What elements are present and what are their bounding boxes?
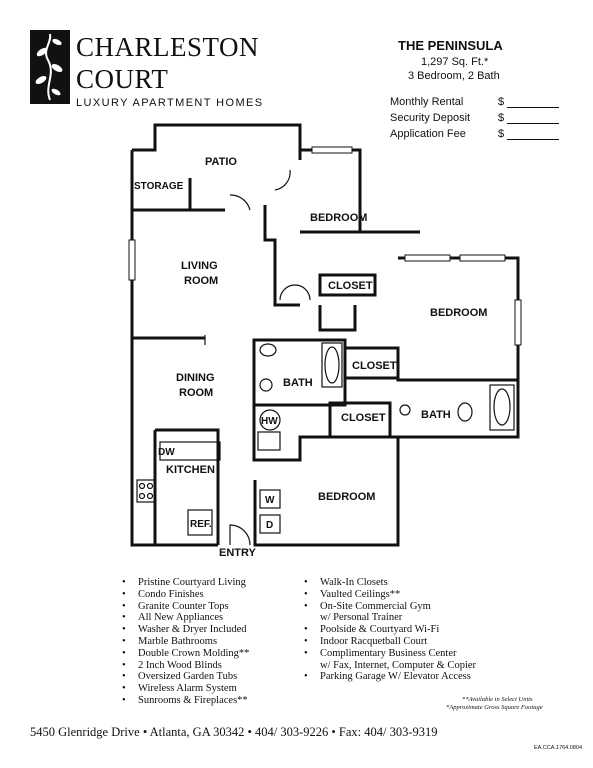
bullet-icon: • [122,612,126,624]
plan-name: THE PENINSULA [398,38,503,53]
bullet-icon: • [304,577,308,588]
room-label-patio: PATIO [205,156,237,168]
feature-text: On-Site Commercial Gym [320,600,431,612]
fee-label: Application Fee [390,128,466,140]
feature-item [304,647,476,660]
room-label-dining-room: ROOM [179,387,214,399]
brand-line2: COURT [76,64,169,94]
bullet-icon: • [122,683,126,695]
floor-plan-walls [132,125,518,545]
feature-text: Pristine Courtyard Living [138,577,246,588]
stove-icon [137,480,155,502]
bullet-icon: • [304,647,308,659]
feature-text: Double Crown Molding** [138,647,250,659]
room-label-living: LIVING [181,260,218,272]
entry-door-swing [230,525,250,545]
room-label-closet: CLOSET [352,360,397,372]
bullet-icon: • [122,671,126,683]
feature-item [304,577,476,589]
feature-text: 2 Inch Wood Blinds [138,659,222,671]
bullet-icon: • [122,647,126,659]
room-label-bath: BATH [421,409,451,421]
bullet-icon: • [304,671,308,683]
features-list-right [304,577,477,683]
brand-line1: CHARLESTON [76,32,260,62]
label-refrigerator: REF. [190,519,212,530]
room-label-bedroom: BEDROOM [430,307,488,319]
feature-item [122,588,249,601]
fee-currency: $ [498,112,505,124]
room-label-kitchen: KITCHEN [166,464,215,476]
room-label-bedroom: BEDROOM [310,212,368,224]
address-line: 5450 Glenridge Drive • Atlanta, GA 30342 • 404/ 303-9226 • Fax: 404/ 303-9319 [30,725,438,739]
feature-text: All New Appliances [138,612,224,624]
sink-icon [260,379,272,391]
fee-label: Monthly Rental [390,96,464,108]
double-door-swing [280,285,310,300]
feature-item [304,635,476,648]
feature-text: Wireless Alarm System [138,683,237,695]
room-label-storage: STORAGE [134,181,184,192]
bullet-icon: • [122,624,126,636]
label-entry: ENTRY [219,547,256,559]
hvac-icon [258,432,280,450]
door-swing [230,195,250,210]
features-list-left [122,577,250,707]
feature-text: w/ Fax, Internet, Computer & Copier [320,659,477,671]
floor-plan-fixtures [137,170,514,545]
feature-text: Complimentary Business Center [320,647,457,659]
document-code: EA.CCA.1764.0804 [534,745,583,751]
bullet-icon: • [304,588,308,600]
bathtub-basin-icon [494,389,510,425]
fee-label: Security Deposit [390,112,471,124]
bullet-icon: • [304,635,308,647]
feature-item [320,612,476,624]
bullet-icon: • [122,577,126,588]
feature-text: Indoor Racquetball Court [320,635,428,647]
feature-text: Parking Garage W/ Elevator Access [320,671,471,683]
bullet-icon: • [122,694,126,706]
note-available-select-units: **Available in Select Units [462,696,533,703]
feature-item [122,624,249,636]
sink-icon [400,405,410,415]
bullet-icon: • [122,600,126,612]
feature-item [304,600,476,613]
bullet-icon: • [122,659,126,671]
feature-item [122,577,249,589]
fee-currency: $ [498,128,505,140]
feature-text: Sunrooms & Fireplaces** [138,694,248,706]
feature-text: Oversized Garden Tubs [138,671,238,683]
bullet-icon: • [122,635,126,647]
bullet-icon: • [122,588,126,600]
plan-sqft: 1,297 Sq. Ft.* [421,56,489,68]
label-hot-water: HW [261,416,278,427]
feature-text: Granite Counter Tops [138,600,229,612]
feature-text: Condo Finishes [138,588,204,600]
feature-text: Vaulted Ceilings** [320,588,401,600]
door-swing [275,170,290,190]
room-label-living-room: ROOM [184,275,219,287]
bullet-icon: • [304,600,308,612]
feature-text: w/ Personal Trainer [320,612,403,624]
feature-item [122,635,249,648]
room-label-closet: CLOSET [328,280,373,292]
feature-item [122,671,249,683]
feature-item [304,671,476,683]
note-approx-sqft: *Approximate Gross Square Footage [446,704,543,711]
room-label-bath: BATH [283,377,313,389]
toilet-icon [260,344,276,356]
feature-item [304,624,476,636]
brand-tagline: LUXURY APARTMENT HOMES [76,97,264,109]
room-label-closet: CLOSET [341,412,386,424]
feature-item [122,683,249,695]
bullet-icon: • [304,624,308,636]
fee-currency: $ [498,96,505,108]
feature-text: Walk-In Closets [320,577,388,588]
feature-text: Poolside & Courtyard Wi-Fi [320,624,440,636]
feature-item [122,612,249,624]
feature-item [122,600,249,613]
label-dryer: D [266,520,274,531]
toilet-icon [458,403,472,421]
feature-item [122,659,249,672]
bathtub-basin-icon [325,347,339,383]
feature-item [122,694,249,707]
label-washer: W [265,495,275,506]
feature-text: Marble Bathrooms [138,635,218,647]
feature-text: Washer & Dryer Included [138,624,247,636]
feature-item [320,660,476,672]
room-label-bedroom: BEDROOM [318,491,376,503]
room-label-dining: DINING [176,372,215,384]
feature-item [304,588,476,601]
feature-item [122,647,250,660]
label-dishwasher: DW [158,447,175,458]
plan-rooms: 3 Bedroom, 2 Bath [408,70,500,82]
